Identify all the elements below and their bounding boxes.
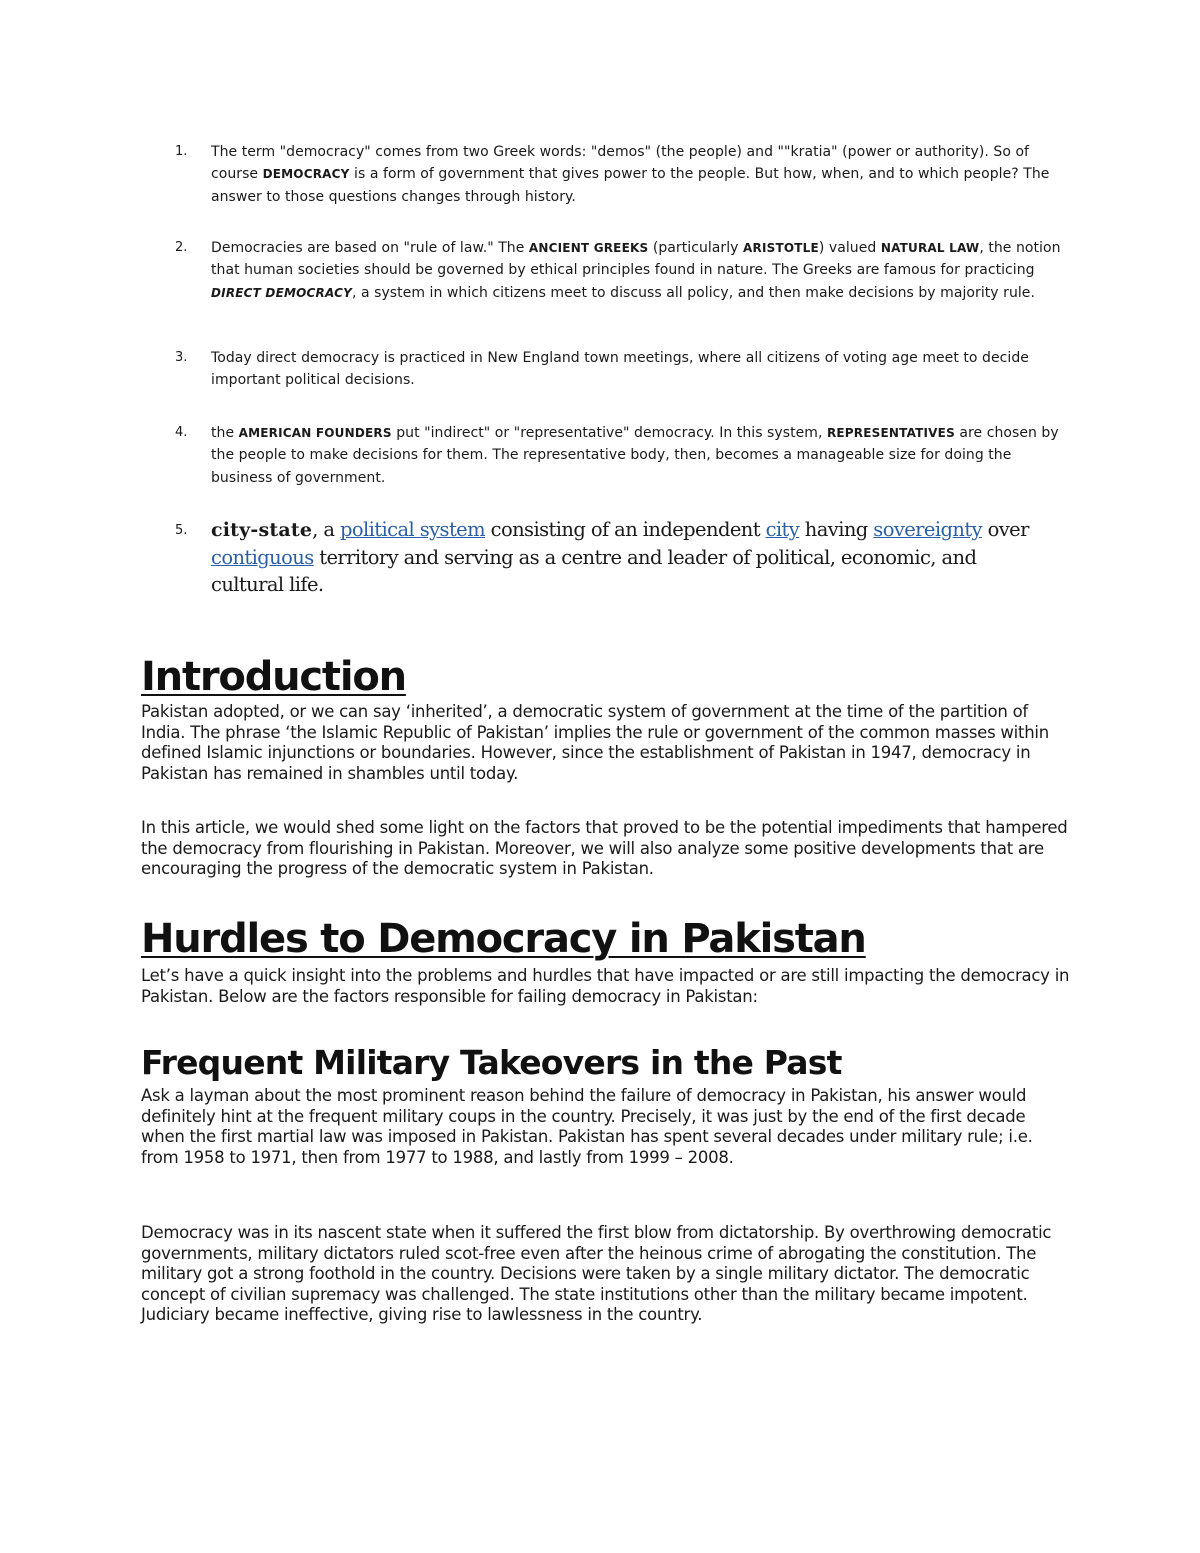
term-democracy: DEMOCRACY: [262, 167, 350, 182]
link-sovereignty[interactable]: sovereignty: [873, 518, 982, 541]
list-item-text: city-state, a political system consisting of an independent city having sovereignty over contiguous territory and serving as a centre and leader of political, economic, and cultural life.: [211, 518, 1029, 596]
heading-introduction: Introduction: [141, 654, 406, 700]
list-item-text: Today direct democracy is practiced in New England town meetings, where all citizens of voting age meet to decide important political decisions.: [211, 350, 1029, 389]
paragraph: Democracy was in its nascent state when it suffered the first blow from dictatorship. By overthrowing democratic governments, military dictators ruled scot-free even after the heinous crime of abrogating the constitution. The military got a strong foothold in the country. Decisions were taken by a single military dictator. The democratic concept of civilian supremacy was challenged. The state institutions other than the military became impotent. Judiciary became ineffective, giving rise to lawlessness in the country.: [141, 1223, 1052, 1325]
paragraph: Let’s have a quick insight into the problems and hurdles that have impacted or are still impacting the democracy in Pakistan. Below are the factors responsible for failing democracy in Pakistan:: [141, 966, 1070, 1006]
link-city[interactable]: city: [765, 518, 800, 541]
term-natural-law: NATURAL LAW: [880, 241, 980, 255]
list-number: 2.: [175, 240, 188, 255]
list-item-text: the AMERICAN FOUNDERS put "indirect" or "representative" democracy. In this system, REPRESENTATIVES are chosen by the people to make decisions for them. The representative body, then, becomes a manageable size for doing the business of government.: [211, 425, 1059, 486]
heading-hurdles: Hurdles to Democracy in Pakistan: [141, 916, 866, 962]
term-ancient-greeks: ANCIENT GREEKS: [528, 241, 649, 255]
term-direct-democracy: DIRECT DEMOCRACY: [211, 285, 352, 300]
paragraph: Ask a layman about the most prominent reason behind the failure of democracy in Pakistan, his answer would definitely hint at the frequent military coups in the country. Precisely, it was just by the end of the first decade when the first martial law was imposed in Pakistan. Pakistan has spent several decades under military rule; i.e. from 1958 to 1971, then from 1977 to 1988, and lastly from 1999 – 2008.: [141, 1086, 1033, 1167]
term-representatives: REPRESENTATIVES: [826, 426, 955, 440]
list-number: 3.: [175, 350, 188, 365]
link-political-system[interactable]: political system: [339, 518, 486, 541]
paragraph: Pakistan adopted, or we can say ‘inherited’, a democratic system of government at the time of the partition of India. The phrase ‘the Islamic Republic of Pakistan’ implies the rule or government of the common masses within defined Islamic injunctions or boundaries. However, since the establishment of Pakistan in 1947, democracy in Pakistan has remained in shambles until today.: [141, 702, 1049, 783]
heading-military-takeovers: Frequent Military Takeovers in the Past: [141, 1043, 842, 1082]
list-number: 5.: [175, 523, 188, 538]
term-city-state: city-state: [211, 519, 313, 541]
list-item-text: Democracies are based on "rule of law." The ANCIENT GREEKS (particularly ARISTOTLE) valued NATURAL LAW, the notion that human societies should be governed by ethical principles found in nature. The Greeks are famous for practicing DIRECT DEMOCRACY, a system in which citizens meet to discuss all policy, and then make decisions by majority rule.: [211, 240, 1061, 301]
term-american-founders: AMERICAN FOUNDERS: [238, 426, 392, 440]
paragraph: In this article, we would shed some light on the factors that proved to be the potential impediments that hampered the democracy from flourishing in Pakistan. Moreover, we will also analyze some positive developments that are encouraging the progress of the democratic system in Pakistan.: [141, 818, 1068, 879]
list-number: 1.: [175, 144, 188, 159]
term-aristotle: ARISTOTLE: [743, 241, 819, 255]
list-number: 4.: [175, 425, 188, 440]
link-contiguous[interactable]: contiguous: [211, 546, 314, 569]
list-item-text: The term "democracy" comes from two Greek words: "demos" (the people) and ""kratia" (power or authority). So of course DEMOCRACY is a form of government that gives power to the people. But how, when, and to which people? The answer to those questions changes through history.: [211, 144, 1050, 205]
